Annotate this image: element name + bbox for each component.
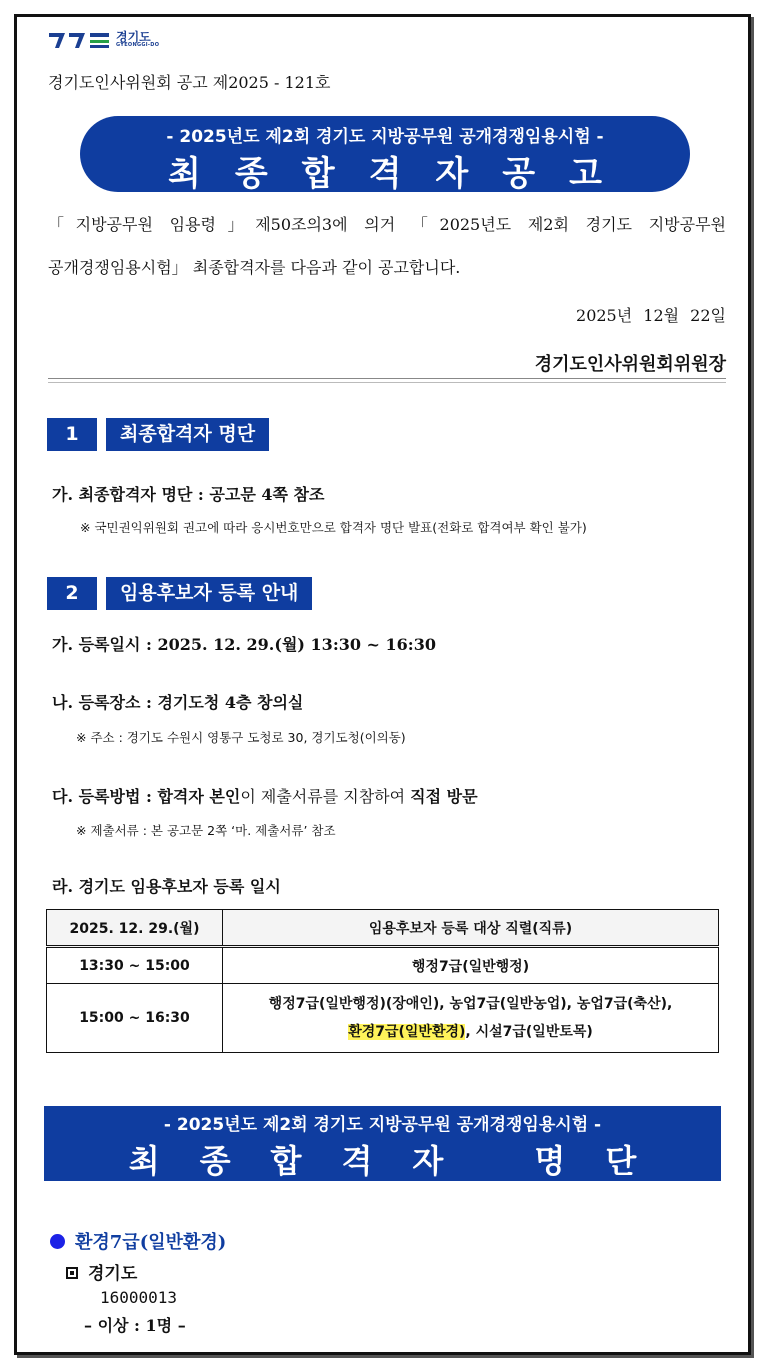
- region-label: 경기도: [88, 1264, 138, 1284]
- banner-subtitle: - 2025년도 제2회 경기도 지방공무원 공개경쟁임용시험 -: [163, 1115, 602, 1135]
- section-1-item: 가. 최종합격자 명단 : 공고문 4쪽 참조: [52, 485, 325, 504]
- table-row: [47, 947, 719, 984]
- registration-place: 나. 등록장소 : 경기도청 4층 창의실: [52, 693, 304, 712]
- intro-line-2: 공개경쟁임용시험」 최종합격자를 다음과 같이 공고합니다.: [48, 258, 461, 277]
- banner-title: 최종합격자 명단: [128, 1142, 677, 1180]
- table-cell-target: [223, 984, 719, 1053]
- passer-count: – 이상 : 1명 –: [84, 1316, 186, 1335]
- registration-address-note: ※ 주소 : 경기도 수원시 영통구 도청로 30, 경기도청(이의동): [76, 730, 406, 745]
- table-header-date: 2025. 12. 29.(월): [47, 910, 223, 947]
- signer: 경기도인사위원회위원장: [534, 354, 726, 375]
- square-bullet-icon: [66, 1267, 78, 1279]
- registration-schedule-heading: 라. 경기도 임용후보자 등록 일시: [52, 877, 281, 896]
- registration-method: [52, 784, 478, 807]
- registration-method-bold-2: 직접 방문: [410, 787, 478, 806]
- registration-method-bold-1: 합격자 본인: [157, 787, 241, 806]
- table-row: [47, 984, 719, 1053]
- category-heading: [50, 1228, 226, 1254]
- final-list-banner: [44, 1106, 721, 1181]
- divider: [48, 378, 726, 383]
- registration-method-mid: 이 제출서류를 지참하여: [240, 787, 411, 806]
- section-1-title: 최종합격자 명단: [106, 418, 269, 451]
- registration-table: [46, 909, 719, 1053]
- logo-name-ko: 경기도: [116, 30, 151, 44]
- region-heading: [66, 1259, 137, 1284]
- documents-note: ※ 제출서류 : 본 공고문 2쪽 ‘마. 제출서류’ 참조: [76, 823, 336, 838]
- highlighted-target: 환경7급(일반환경): [348, 1024, 466, 1040]
- registration-datetime: 가. 등록일시 : 2025. 12. 29.(월) 13:30 ~ 16:30: [52, 635, 436, 654]
- section-1-number: 1: [47, 418, 97, 451]
- notice-number: 경기도인사위원회 공고 제2025 - 121호: [48, 73, 331, 92]
- intro-line-1: 「지방공무원 임용령」제50조의3에 의거 「2025년도 제2회 경기도 지방공무원: [48, 215, 726, 234]
- category-label: 환경7급(일반환경): [75, 1232, 227, 1253]
- table-header-row: [47, 910, 719, 947]
- table-cell-target: 행정7급(일반행정): [223, 947, 719, 984]
- section-1-note: ※ 국민권익위원회 권고에 따라 응시번호만으로 합격자 명단 발표(전화로 합격여부 확인 불가): [80, 520, 587, 535]
- registration-method-prefix: 다. 등록방법 :: [52, 787, 158, 806]
- table-cell-time: 13:30 ~ 15:00: [47, 947, 223, 984]
- target-line-2-rest: , 시설7급(일반토목): [465, 1024, 593, 1040]
- applicant-number: 16000013: [100, 1288, 178, 1307]
- notice-title-pill: [80, 116, 690, 192]
- table-header-target: 임용후보자 등록 대상 직렬(직류): [223, 910, 719, 947]
- logo-name-en: GYEONGGI-DO: [116, 42, 160, 48]
- gyeonggi-logo-icon: [48, 30, 110, 50]
- notice-subtitle: - 2025년도 제2회 경기도 지방공무원 공개경쟁임용시험 -: [166, 127, 604, 147]
- bullet-circle-icon: [50, 1234, 65, 1249]
- table-cell-time: 15:00 ~ 16:30: [47, 984, 223, 1053]
- target-line-1: 행정7급(일반행정)(장애인), 농업7급(일반농업), 농업7급(축산),: [268, 996, 673, 1012]
- notice-title: 최종합격자공고: [168, 154, 636, 194]
- section-2-title: 임용후보자 등록 안내: [106, 577, 312, 610]
- notice-date: 2025년 12월 22일: [576, 306, 726, 325]
- section-2-number: 2: [47, 577, 97, 610]
